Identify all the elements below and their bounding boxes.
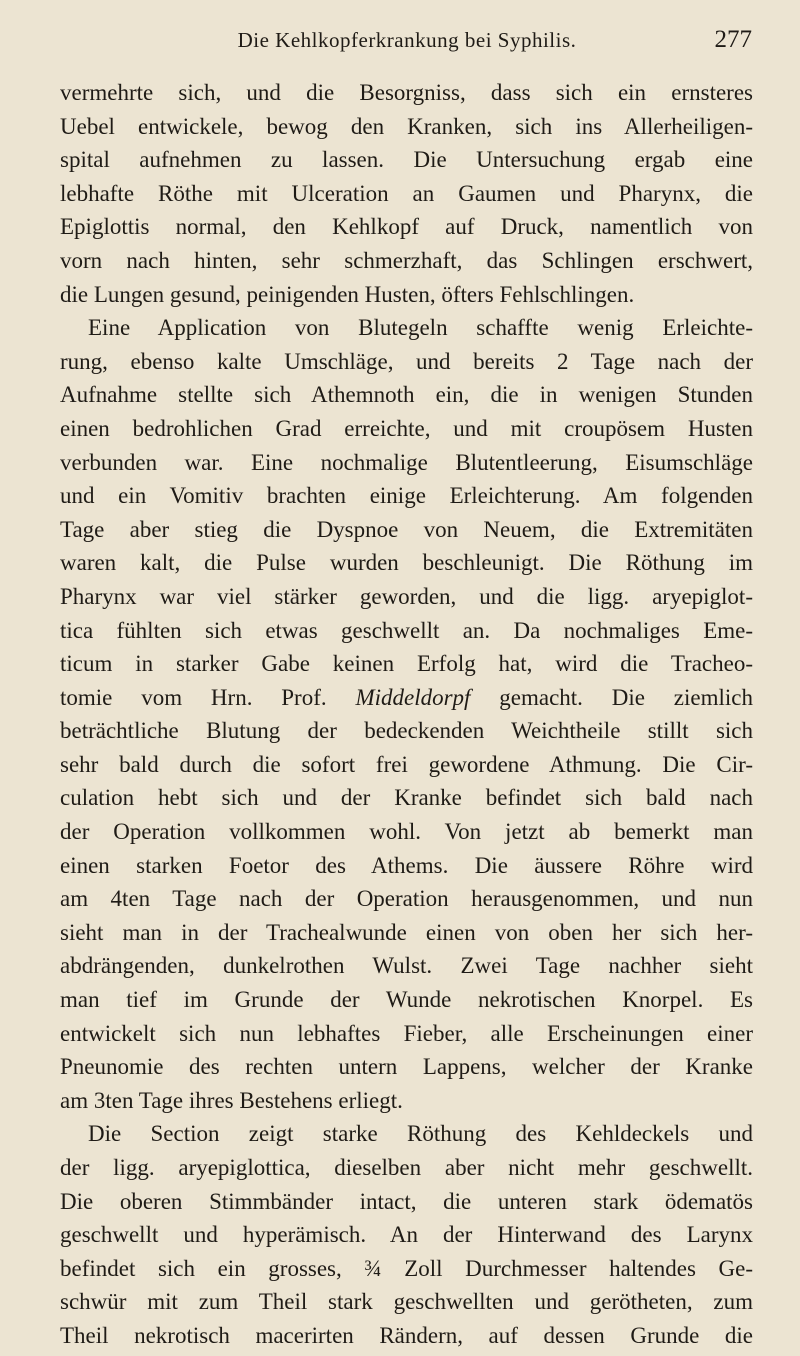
- text-line: Theil nekrotisch macerirten Rändern, auf dessen Grunde die: [60, 1322, 753, 1348]
- text-line: am 3ten Tage ihres Bestehens erliegt.: [60, 1087, 403, 1113]
- text-line: verbunden war. Eine nochmalige Blutentleerung, Eisumschläge: [60, 449, 753, 475]
- text-line: vermehrte sich, und die Besorgniss, dass sich ein ernsteres: [60, 80, 753, 105]
- text-line: sieht man in der Trachealwunde einen von oben her sich her-: [60, 919, 753, 945]
- text-line: ticum in starker Gabe keinen Erfolg hat, wird die Tracheo-: [60, 651, 753, 677]
- text-line: am 4ten Tage nach der Operation herausgenommen, und nun: [60, 886, 753, 912]
- text-line: spital aufnehmen zu lassen. Die Untersuchung ergab eine: [60, 147, 753, 173]
- text-line: Die oberen Stimmbänder intact, die unteren stark ödematös: [60, 1188, 753, 1214]
- text-line: man tief im Grunde der Wunde nekrotischen Knorpel. Es: [60, 987, 753, 1013]
- text-line: tica fühlten sich etwas geschwellt an. Da nochmaliges Eme-: [60, 617, 753, 643]
- text-line: rung, ebenso kalte Umschläge, und bereits 2 Tage nach der: [60, 348, 753, 374]
- text-line: Pneunomie des rechten untern Lappens, welcher der Kranke: [60, 1054, 753, 1080]
- text-line: Aufnahme stellte sich Athemnoth ein, die in wenigen Stunden: [60, 382, 753, 408]
- text-line: und ein Vomitiv brachten einige Erleichterung. Am folgenden: [60, 483, 753, 509]
- text-line: Uebel entwickele, bewog den Kranken, sich ins Allerheiligen-: [60, 113, 753, 139]
- text-line: beträchtliche Blutung der bedeckenden Weichtheile stillt sich: [60, 718, 753, 744]
- text-line: der ligg. aryepiglottica, dieselben aber nicht mehr geschwellt.: [60, 1155, 753, 1180]
- text-line: tomie vom Hrn. Prof. Middeldorpf gemacht. Die ziemlich: [60, 684, 753, 710]
- text-line: vorn nach hinten, sehr schmerzhaft, das Schlingen erschwert,: [60, 247, 753, 273]
- page-number: 277: [714, 26, 752, 53]
- running-title: Die Kehlkopferkrankung bei Syphilis.: [237, 28, 577, 52]
- body-text: [60, 76, 753, 1353]
- text-line: einen bedrohlichen Grad erreichte, und mit croupösem Husten: [60, 415, 753, 441]
- text-line: lebhafte Röthe mit Ulceration an Gaumen und Pharynx, die: [60, 180, 753, 206]
- text-line: waren kalt, die Pulse wurden beschleunigt. Die Röthung im: [60, 550, 753, 576]
- text-line: Tage aber stieg die Dyspnoe von Neuem, die Extremitäten: [60, 516, 753, 542]
- text-line: sehr bald durch die sofort frei gewordene Athmung. Die Cir-: [60, 751, 753, 777]
- page-header: [62, 28, 752, 64]
- text-line: der Operation vollkommen wohl. Von jetzt ab bemerkt man: [60, 819, 753, 845]
- text-line: Epiglottis normal, den Kehlkopf auf Druck, namentlich von: [60, 214, 753, 240]
- text-line: befindet sich ein grosses, ¾ Zoll Durchmesser haltendes Ge-: [60, 1255, 753, 1281]
- text-line: die Lungen gesund, peinigenden Husten, öfters Fehlschlingen.: [60, 281, 635, 307]
- text-line: Eine Application von Blutegeln schaffte wenig Erleichte-: [88, 315, 753, 341]
- text-line: culation hebt sich und der Kranke befindet sich bald nach: [60, 785, 753, 811]
- text-line: schwür mit zum Theil stark geschwellten und gerötheten, zum: [60, 1289, 753, 1315]
- text-line: Pharynx war viel stärker geworden, und die ligg. aryepiglot-: [60, 583, 753, 609]
- text-line: Die Section zeigt starke Röthung des Kehldeckels und: [88, 1121, 753, 1147]
- text-line: entwickelt sich nun lebhaftes Fieber, alle Erscheinungen einer: [60, 1020, 753, 1046]
- italic-name: Middeldorpf: [355, 684, 471, 710]
- text-line: geschwellt und hyperämisch. An der Hinterwand des Larynx: [60, 1222, 753, 1248]
- text-line: abdrängenden, dunkelrothen Wulst. Zwei Tage nachher sieht: [60, 953, 753, 979]
- text-line: einen starken Foetor des Athems. Die äussere Röhre wird: [60, 852, 753, 878]
